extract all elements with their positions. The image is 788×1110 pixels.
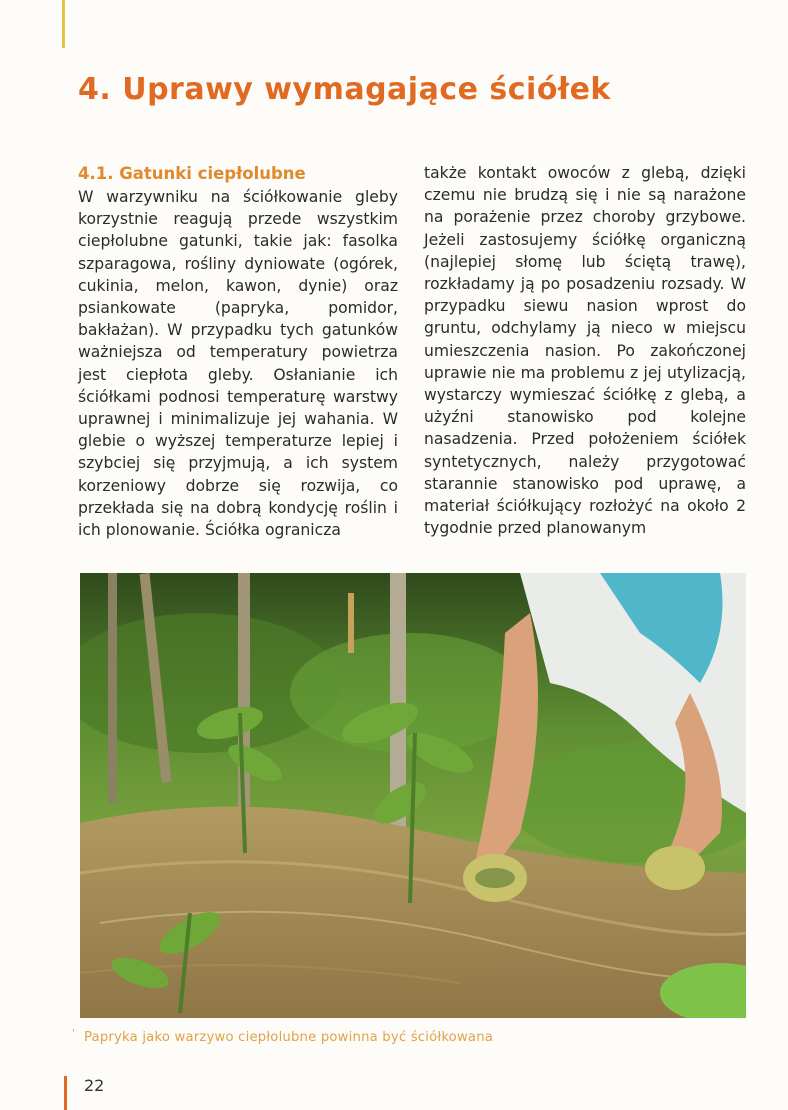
chapter-title: 4. Uprawy wymagające ściółek (78, 72, 611, 107)
section-heading: 4.1. Gatunki ciepłolubne (78, 164, 306, 183)
top-accent-rule (62, 0, 65, 48)
page-number-marker (64, 1076, 67, 1110)
text-column-left (78, 162, 398, 541)
body-text-left: W warzywniku na ściółkowanie gleby korzystnie reagują przede wszystkim ciepłolubne gatunki, takie jak: fasolka szparagowa, rośliny dyniowate (ogórek, cukinia, melon, kawon, dynie) oraz psiankowate (papryka, pomidor, bakłażan). W przypadku tych gatunków ważniejsza od temperatury powietrza jest ciepłota gleby. Osłanianie ich ściółkami podnosi temperaturę warstwy uprawnej i minimalizuje jej wahania. W glebie o wyższej temperaturze lepiej i szybciej się przyjmują, a ich system korzeniowy dobrze się rozwija, co przekłada się na dobrą kondycję roślin i ich plonowanie. Ściółka ogranicza (78, 188, 398, 540)
photo-caption: ' Papryka jako warzywo ciepłolubne powinna być ściółkowana (84, 1030, 493, 1045)
page-number: 22 (84, 1076, 105, 1095)
text-column-right (424, 162, 746, 539)
body-text-right: także kontakt owoców z glebą, dzięki czemu nie brudzą się i nie są narażone na porażenie przez choroby grzybowe. Jeżeli zastosujemy ściółkę organiczną (najlepiej słomę lub ściętą trawę), rozkładamy ją po posadzeniu rozsady. W przypadku siewu nasion wprost do gruntu, odchylamy ją nieco w miejscu umieszczenia nasion. Po zakończonej uprawie nie ma problemu z jej utylizacją, wystarczy wymieszać ściółkę z glebą, a użyźni stanowisko pod kolejne nasadzenia. Przed położeniem ściółek syntetycznych, należy przygotować starannie stanowisko pod uprawę, a materiał ściółkujący rozłożyć na około 2 tygodnie przed planowanym (424, 164, 746, 538)
pepper-mulching-photo (80, 573, 746, 1018)
